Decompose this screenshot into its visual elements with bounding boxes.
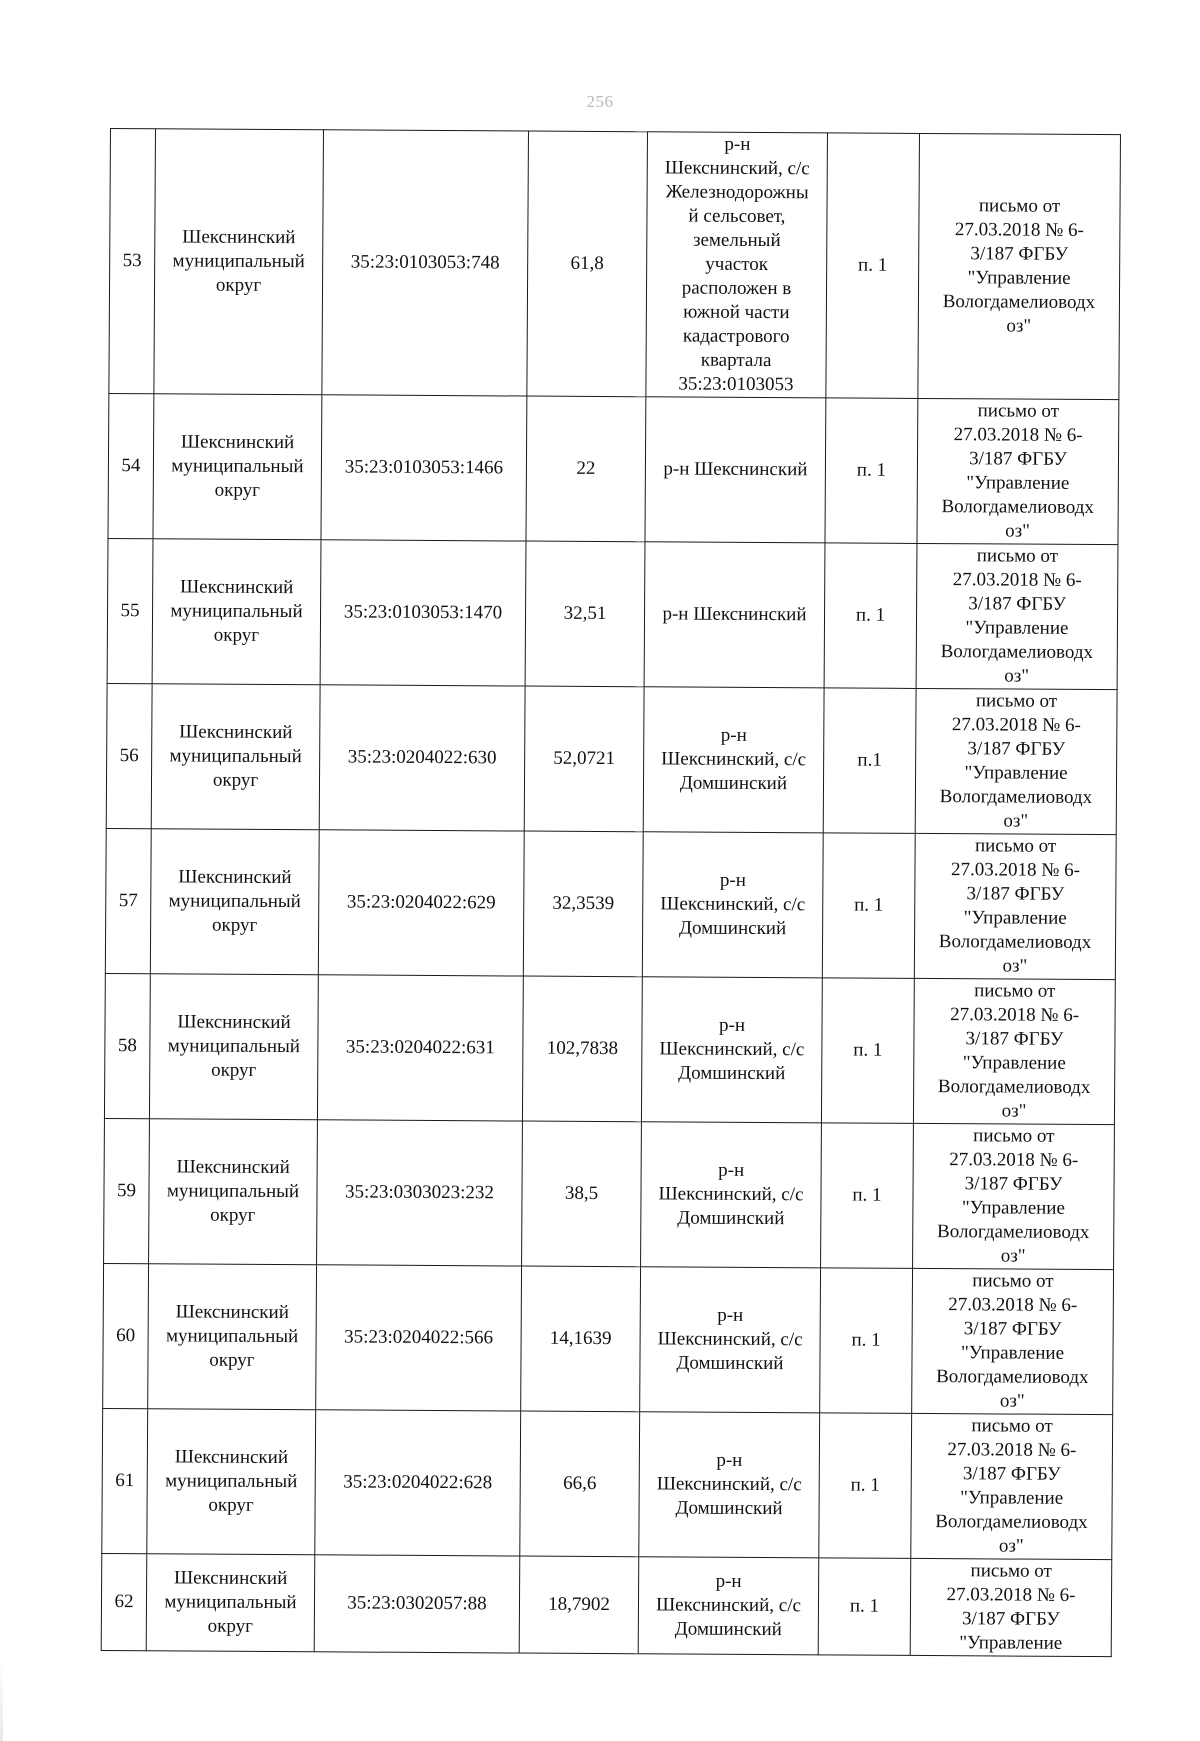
table-row: [107, 538, 1118, 689]
basis-document-cell: письмо от 27.03.2018 № 6- 3/187 ФГБУ "Управление Вологдамелиоводх оз": [917, 398, 1119, 544]
table-row: [106, 683, 1117, 834]
clause-cell: п. 1: [825, 398, 918, 544]
basis-document-cell: письмо от 27.03.2018 № 6- 3/187 ФГБУ "Управление Вологдамелиоводх оз": [912, 1268, 1114, 1414]
municipality-cell: Шекснинский муниципальный округ: [149, 974, 318, 1120]
clause-cell: п. 1: [820, 1268, 913, 1414]
basis-document-cell: письмо от 27.03.2018 № 6- 3/187 ФГБУ "Управление Вологдамелиоводх оз": [918, 133, 1121, 399]
table-row: [104, 1118, 1115, 1269]
municipality-cell: Шекснинский муниципальный округ: [149, 1119, 318, 1265]
cadastral-number-cell: 35:23:0103053:1470: [320, 540, 526, 686]
address-cell: р-н Шекснинский, с/с Домшинский: [639, 1412, 820, 1558]
clause-cell: п. 1: [818, 1558, 911, 1656]
row-number: 53: [109, 129, 156, 394]
cadastral-number-cell: 35:23:0204022:630: [319, 685, 525, 831]
area-cell: 61,8: [527, 131, 648, 397]
scan-edge-mark: [0, 1661, 3, 1741]
area-cell: 38,5: [522, 1121, 642, 1267]
cadastral-number-cell: 35:23:0204022:628: [315, 1410, 521, 1556]
address-cell: р-н Шекснинский, с/с Домшинский: [640, 1267, 821, 1413]
municipality-cell: Шекснинский муниципальный округ: [151, 684, 320, 830]
area-cell: 32,51: [525, 541, 645, 687]
municipality-cell: Шекснинский муниципальный округ: [147, 1409, 316, 1555]
area-cell: 32,3539: [523, 831, 643, 977]
clause-cell: п. 1: [821, 978, 914, 1124]
table-row: [105, 828, 1116, 979]
table-row: [103, 1263, 1114, 1414]
municipality-cell: Шекснинский муниципальный округ: [152, 539, 321, 685]
area-cell: 52,0721: [524, 686, 644, 832]
cadastral-number-cell: 35:23:0303023:232: [317, 1120, 523, 1266]
basis-document-cell: письмо от 27.03.2018 № 6- 3/187 ФГБУ "Управление Вологдамелиоводх оз": [914, 833, 1116, 979]
address-cell: р-н Шекснинский: [644, 542, 825, 688]
address-cell: р-н Шекснинский: [645, 397, 826, 543]
table-row: [109, 129, 1121, 400]
area-cell: 18,7902: [519, 1556, 639, 1654]
clause-cell: п. 1: [826, 133, 920, 399]
address-cell: р-н Шекснинский, с/с Домшинский: [641, 977, 822, 1123]
cadastral-number-cell: 35:23:0204022:629: [318, 830, 524, 976]
basis-document-cell: письмо от 27.03.2018 № 6- 3/187 ФГБУ "Управление Вологдамелиоводх оз": [913, 978, 1115, 1124]
address-cell: р-н Шекснинский, с/с Домшинский: [638, 1557, 819, 1655]
area-cell: 14,1639: [521, 1266, 641, 1412]
row-number: 60: [103, 1263, 149, 1408]
clause-cell: п. 1: [819, 1413, 912, 1559]
table-row: [108, 393, 1119, 544]
area-cell: 22: [526, 396, 646, 542]
row-number: 54: [108, 393, 154, 538]
municipality-cell: Шекснинский муниципальный округ: [148, 1264, 317, 1410]
area-cell: 66,6: [520, 1411, 640, 1557]
municipality-cell: Шекснинский муниципальный округ: [146, 1554, 315, 1652]
row-number: 61: [102, 1408, 148, 1553]
basis-document-cell: письмо от 27.03.2018 № 6- 3/187 ФГБУ "Управление Вологдамелиоводх оз": [913, 1123, 1115, 1269]
municipality-cell: Шекснинский муниципальный округ: [150, 829, 319, 975]
row-number: 58: [104, 973, 150, 1118]
municipality-cell: Шекснинский муниципальный округ: [154, 129, 324, 395]
municipality-cell: Шекснинский муниципальный округ: [153, 394, 322, 540]
row-number: 55: [107, 538, 153, 683]
basis-document-cell: письмо от 27.03.2018 № 6- 3/187 ФГБУ "Управление Вологдамелиоводх оз": [915, 688, 1117, 834]
cadastral-number-cell: 35:23:0103053:1466: [321, 395, 527, 541]
address-cell: р-н Шекснинский, с/с Железнодорожны й сельсовет, земельный участок расположен в южной части кадастрового квартала 35:23:0103053: [646, 132, 828, 398]
cadastral-number-cell: 35:23:0302057:88: [314, 1555, 520, 1653]
clause-cell: п. 1: [824, 543, 917, 689]
table-row: [101, 1553, 1112, 1656]
row-number: 62: [101, 1553, 147, 1650]
basis-document-cell: письмо от 27.03.2018 № 6- 3/187 ФГБУ "Управление: [910, 1558, 1112, 1656]
table-row: [102, 1408, 1113, 1559]
cadastral-number-cell: 35:23:0204022:566: [316, 1265, 522, 1411]
page-number: 256: [586, 92, 614, 111]
row-number: 59: [104, 1118, 150, 1263]
basis-document-cell: письмо от 27.03.2018 № 6- 3/187 ФГБУ "Управление Вологдамелиоводх оз": [911, 1413, 1113, 1559]
area-cell: 102,7838: [522, 976, 642, 1122]
clause-cell: п.1: [823, 688, 916, 834]
clause-cell: п. 1: [821, 1123, 914, 1269]
row-number: 56: [106, 683, 152, 828]
address-cell: р-н Шекснинский, с/с Домшинский: [643, 687, 824, 833]
address-cell: р-н Шекснинский, с/с Домшинский: [641, 1122, 822, 1268]
clause-cell: п. 1: [822, 833, 915, 979]
table-row: [104, 973, 1115, 1124]
land-plot-registry-table: [101, 128, 1121, 1657]
cadastral-number-cell: 35:23:0103053:748: [322, 130, 529, 396]
row-number: 57: [105, 828, 151, 973]
address-cell: р-н Шекснинский, с/с Домшинский: [642, 832, 823, 978]
basis-document-cell: письмо от 27.03.2018 № 6- 3/187 ФГБУ "Управление Вологдамелиоводх оз": [916, 543, 1118, 689]
cadastral-number-cell: 35:23:0204022:631: [317, 975, 523, 1121]
